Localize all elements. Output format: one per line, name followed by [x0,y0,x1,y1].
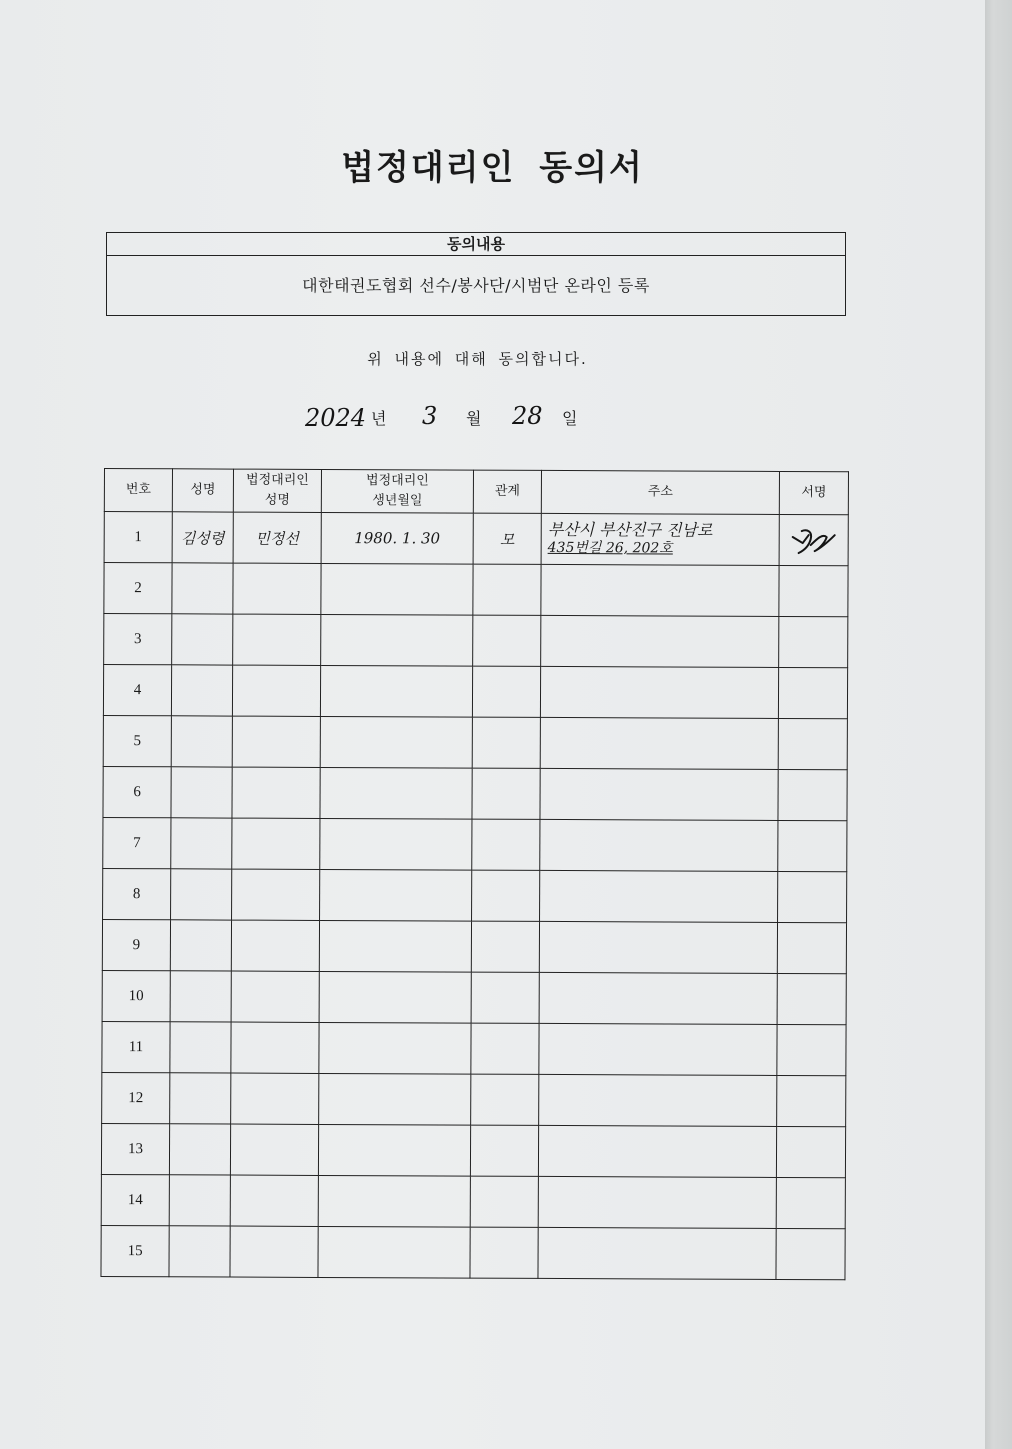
cell-guardian-birth [318,1124,470,1176]
cell-signature [778,667,847,718]
cell-relation [471,972,539,1023]
date-month-unit: 월 [466,409,482,428]
cell-signature [778,871,847,922]
cell-guardian-birth [320,818,472,870]
cell-address [541,564,779,616]
cell-relation [472,717,540,768]
table-header-row [104,469,848,515]
cell-signature [777,1075,846,1126]
cell-no: 1 [104,512,172,563]
cell-guardian-birth [320,767,472,819]
cell-no: 15 [101,1225,169,1276]
cell-guardian-name [231,1073,319,1124]
cell-guardian-name [231,971,319,1022]
cell-guardian-name [232,818,320,869]
cell-address [539,1023,777,1075]
cell-relation [470,1176,538,1227]
cell-guardian-name: 민정선 [233,512,321,563]
cell-relation [472,768,540,819]
cell-address [538,1227,776,1279]
cell-name [170,1073,231,1124]
cell-relation [470,1125,538,1176]
cell-guardian-name [232,716,320,767]
cell-name [169,1124,230,1175]
table-row [103,817,847,871]
cell-relation [473,615,541,666]
address-line-1: 부산시 부산진구 진남로 [547,519,713,540]
cell-guardian-birth [319,1073,471,1125]
consent-box-body: 대한태권도협회 선수/봉사단/시범단 온라인 등록 [302,276,650,295]
cell-no: 7 [103,817,171,868]
cell-relation [471,1023,539,1074]
cell-name [170,971,231,1022]
header-address: 주소 [541,470,779,514]
cell-signature [776,1228,845,1279]
header-guardian-birth: 법정대리인 생년월일 [321,469,473,513]
cell-name [169,1226,230,1277]
cell-no: 4 [103,665,171,716]
cell-no: 11 [102,1021,170,1072]
cell-guardian-name [232,767,320,818]
page-edge-shadow [985,0,1012,1449]
date-year: 2024 [305,404,367,432]
table-row [102,1021,846,1075]
cell-guardian-birth [318,1226,470,1278]
table-row [102,970,846,1024]
cell-name [171,767,232,818]
table-row [104,614,848,668]
cell-address [541,513,779,565]
guardian-roster-table [100,468,849,1280]
cell-address [540,666,778,718]
cell-address [538,1125,776,1177]
cell-address [540,717,778,769]
cell-guardian-name [230,1226,318,1277]
consent-box-header: 동의내용 [107,233,845,256]
cell-address [539,972,777,1024]
cell-guardian-name [231,1022,319,1073]
header-name: 성명 [172,469,233,512]
cell-no: 12 [102,1072,170,1123]
cell-guardian-name [232,869,320,920]
cell-relation [471,921,539,972]
table-row [102,919,846,973]
cell-name [171,818,232,869]
cell-signature [777,973,846,1024]
cell-no: 8 [103,868,171,919]
handwritten-signature [789,523,839,557]
cell-name [170,1022,231,1073]
cell-relation [472,870,540,921]
cell-guardian-birth [320,716,472,768]
header-relation: 관계 [473,470,541,513]
table-row [102,1072,846,1126]
cell-signature [776,1177,845,1228]
cell-address [539,1074,777,1126]
cell-guardian-name [232,665,320,716]
cell-name [172,614,233,665]
cell-relation [471,1074,539,1125]
cell-signature [777,922,846,973]
cell-address [539,921,777,973]
agreement-statement: 위 내용에 대해 동의합니다. [367,350,588,368]
address-line-2: 435번길 26, 202호 [547,539,673,557]
cell-guardian-birth [320,665,472,717]
cell-guardian-birth [319,920,471,972]
cell-address [540,870,778,922]
table-row [104,512,848,566]
document-title: 법정대리인 동의서 [341,148,644,188]
cell-no: 13 [101,1123,169,1174]
cell-guardian-birth [321,563,473,615]
cell-guardian-name [233,563,321,614]
cell-signature [777,1024,846,1075]
table-row [104,563,848,617]
cell-guardian-birth [319,1022,471,1074]
cell-address [540,768,778,820]
cell-no: 3 [104,614,172,665]
cell-guardian-name [230,1124,318,1175]
cell-signature [778,718,847,769]
cell-name [169,1175,230,1226]
table-row [103,868,847,922]
cell-signature [779,514,848,565]
date-day-unit: 일 [562,409,578,428]
cell-address [540,819,778,871]
header-no: 번호 [104,469,172,512]
cell-guardian-birth [321,614,473,666]
date-year-unit: 년 [371,409,387,428]
cell-signature [776,1126,845,1177]
table-row [101,1225,845,1279]
cell-guardian-birth: 1980. 1. 30 [321,512,473,564]
cell-relation [472,819,540,870]
cell-name [171,869,232,920]
table-row [101,1174,845,1228]
cell-guardian-birth [318,1175,470,1227]
cell-name [171,716,232,767]
cell-signature [779,565,848,616]
date-month: 3 [422,402,438,430]
date-day: 28 [512,402,543,430]
table-row [101,1123,845,1177]
cell-no: 2 [104,563,172,614]
cell-guardian-name [230,1175,318,1226]
cell-signature [779,616,848,667]
cell-name [170,920,231,971]
cell-signature [778,820,847,871]
consent-content-box [106,232,846,316]
cell-name [171,665,232,716]
cell-guardian-birth [319,971,471,1023]
header-signature: 서명 [779,471,848,514]
table-row [103,715,847,769]
cell-relation: 모 [473,513,541,564]
cell-name: 김성령 [172,512,233,563]
table-row [103,665,847,719]
header-guardian-name: 법정대리인 성명 [233,469,321,512]
cell-relation [472,666,540,717]
cell-guardian-birth [320,869,472,921]
cell-relation [470,1227,538,1278]
cell-no: 5 [103,715,171,766]
cell-address [538,1176,776,1228]
table-row [103,766,847,820]
cell-guardian-name [233,614,321,665]
cell-name [172,563,233,614]
cell-guardian-name [231,920,319,971]
cell-signature [778,769,847,820]
cell-no: 9 [102,919,170,970]
cell-address [541,615,779,667]
date-line [0,396,985,436]
cell-no: 14 [101,1174,169,1225]
cell-relation [473,564,541,615]
cell-no: 6 [103,766,171,817]
cell-no: 10 [102,970,170,1021]
